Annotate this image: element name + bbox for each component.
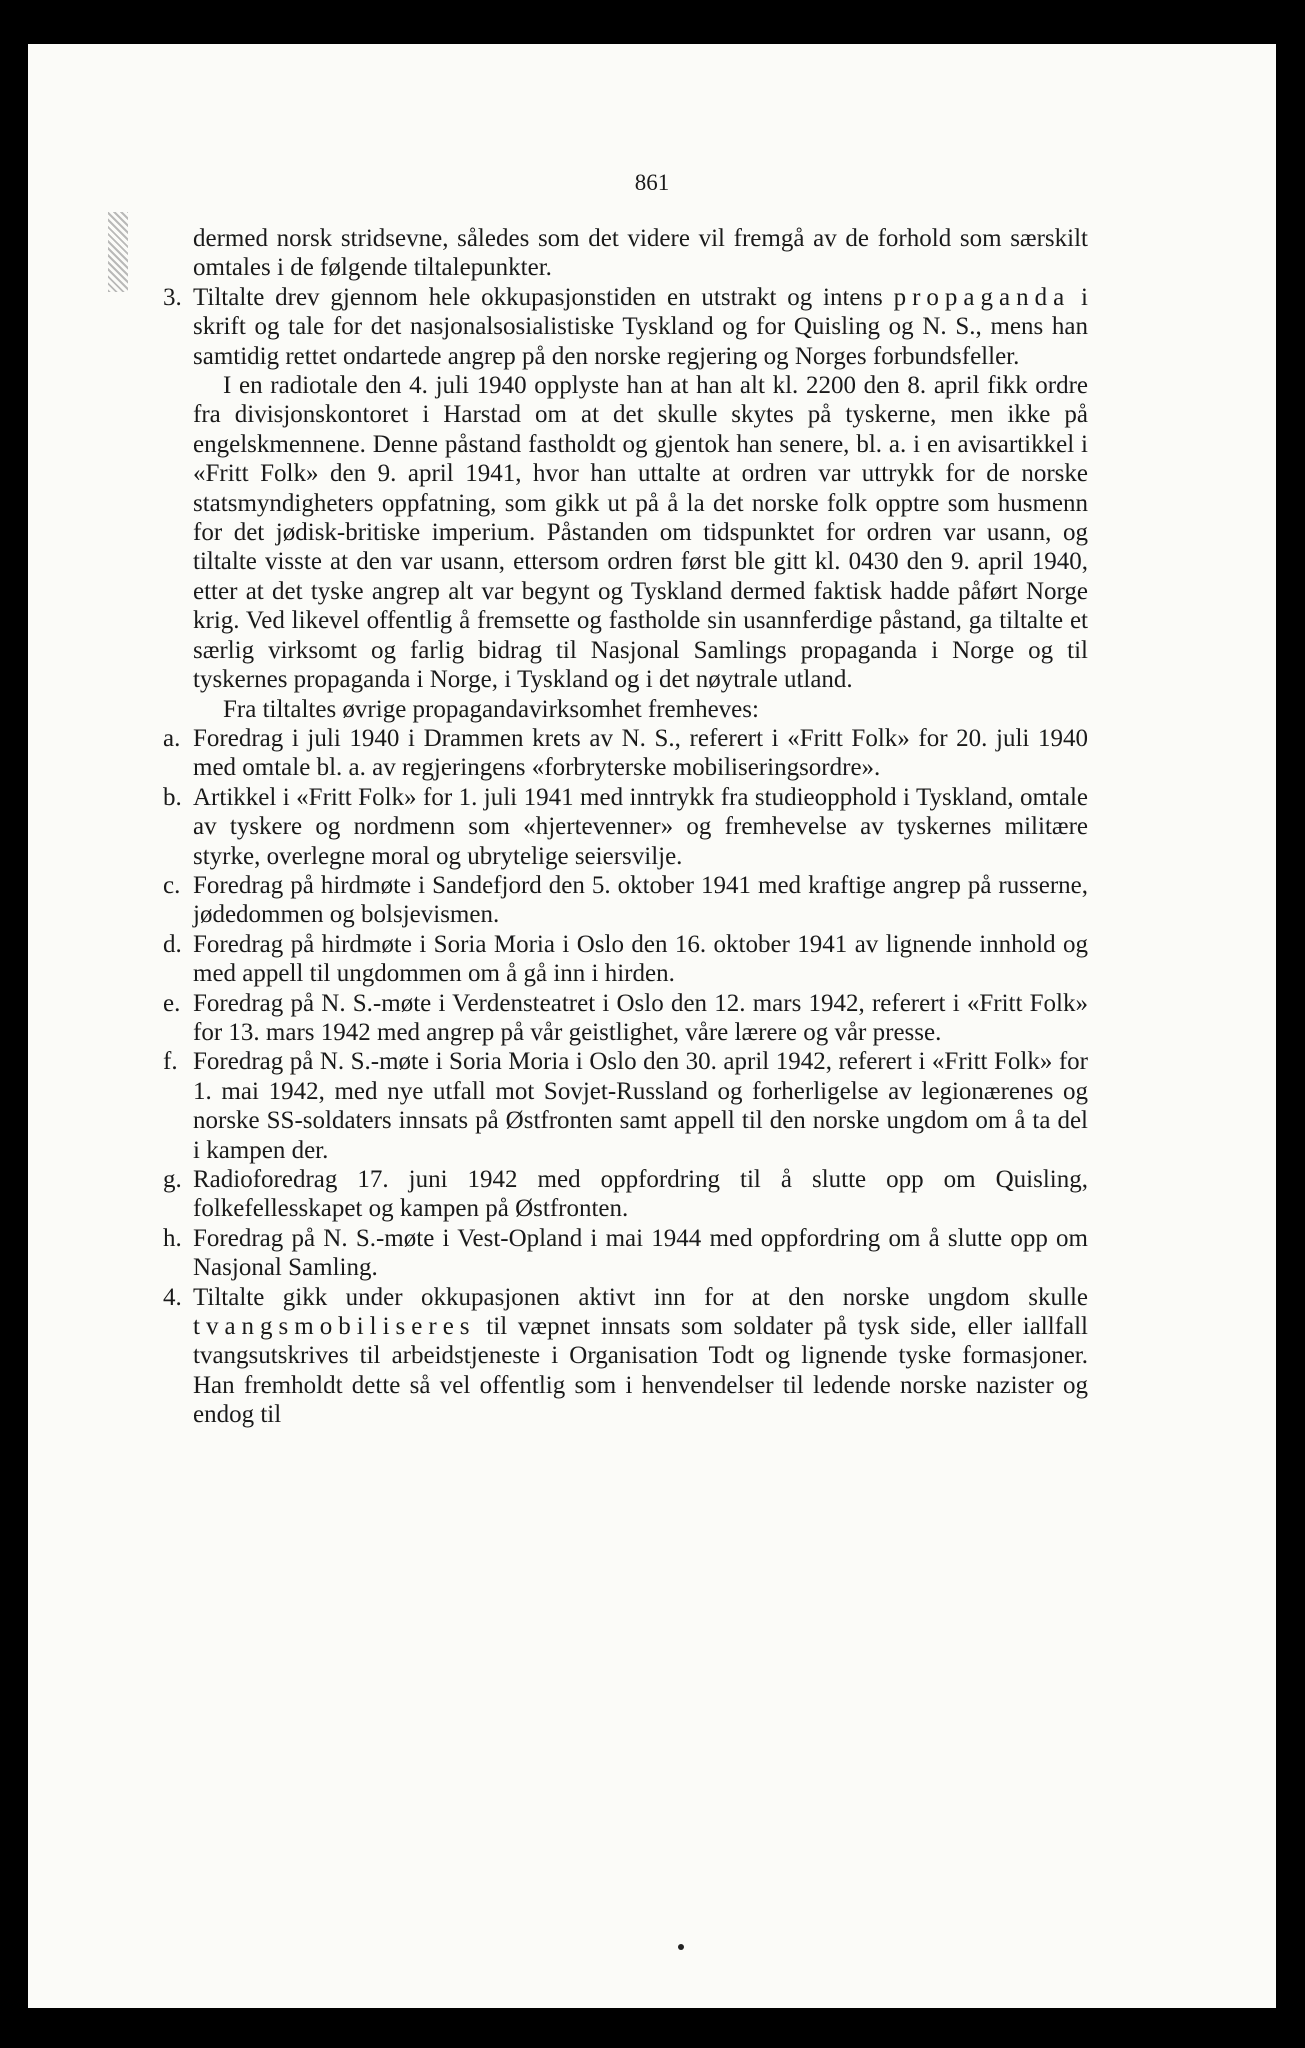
point-4-text-pre: Tiltalte gikk under okkupasjonen aktivt inn for at den norske ungdom skulle (193, 1283, 1088, 1311)
list-marker: b. (163, 783, 182, 811)
intro-paragraph: dermed norsk stridsevne, således som det videre vil fremgå av de forhold som særskilt omtales i de følgende tiltalepunkter. (193, 225, 1088, 282)
point-3-spaced-word: propaganda (893, 283, 1071, 311)
point-3-paragraph (193, 283, 1088, 371)
list-item-a (163, 724, 1088, 783)
point-4-text-post: til væpnet innsats som soldater på tysk side, eller iallfall tvangsutskrives til arbeidstjeneste i Organisation Todt og lignende tyske formasjoner. Han fremholdt dette så vel offentlig som i henvendelser til ledende norske nazister og endog til (193, 1313, 1088, 1429)
point-3-paragraph-3: Fra tiltaltes øvrige propagandavirksomhet fremheves: (223, 695, 759, 723)
point-3-text-pre: Tiltalte drev gjennom hele okkupasjonstiden en utstrakt og intens (193, 283, 894, 311)
list-item-text: Artikkel i «Fritt Folk» for 1. juli 1941 med inntrykk fra studieopphold i Tyskland, omtale av tyskere og nordmenn som «hjertevenner» og fremhevelse av tyskernes militære styrke, overlegne moral og ubrytelige seiersvilje. (193, 783, 1088, 870)
list-item-d (163, 930, 1088, 989)
ink-dot (678, 1944, 684, 1950)
point-4-marker: 4. (163, 1283, 182, 1311)
list-item-e (163, 989, 1088, 1048)
point-3-marker: 3. (163, 283, 182, 311)
document-body (163, 224, 1088, 1430)
list-item-text: Foredrag på hirdmøte i Sandefjord den 5. oktober 1941 med kraftige angrep på russerne, jødedommen og bolsjevismen. (193, 871, 1088, 929)
point-4 (163, 1283, 1088, 1430)
list-marker: e. (163, 989, 181, 1017)
list-item-text: Foredrag på N. S.-møte i Vest-Opland i mai 1944 med oppfordring om å slutte opp om Nasjonal Samling. (193, 1224, 1088, 1282)
list-item-text: Foredrag i juli 1940 i Drammen krets av N. S., referert i «Fritt Folk» for 20. juli 1940 med omtale bl. a. av regjeringens «forbryterske mobiliseringsordre». (193, 724, 1088, 782)
list-item-f (163, 1047, 1088, 1165)
list-item-g (163, 1165, 1088, 1224)
list-item-text: Foredrag på hirdmøte i Soria Moria i Oslo den 16. oktober 1941 av lignende innhold og med appell til ungdommen om å gå inn i hirden. (193, 930, 1088, 988)
point-4-paragraph (193, 1283, 1088, 1430)
list-marker: h. (163, 1224, 182, 1252)
list-item-c (163, 871, 1088, 930)
list-marker: a. (163, 724, 181, 752)
list-item-b (163, 783, 1088, 871)
list-item-text: Radioforedrag 17. juni 1942 med oppfordring til å slutte opp om Quisling, folkefellesskapet og kampen på Østfronten. (193, 1166, 1088, 1223)
point-3 (163, 283, 1088, 724)
point-3-paragraph-2: I en radiotale den 4. juli 1940 opplyste han at han alt kl. 2200 den 8. april fikk ordre fra divisjonskontoret i Harstad om at det skulle skytes på tyskerne, men ikke på engelskmennene. Denne påstand fastholdt og gjentok han senere, bl. a. i en avisartikkel i «Fritt Folk» den 9. april 1941, hvor han uttalte at ordren var uttrykk for de norske statsmyndigheters oppfatning, som gikk ut på å la det norske folk opptre som husmenn for det jødisk-britiske imperium. Påstanden om tidspunktet for ordren var usann, og tiltalte visste at den var usann, ettersom ordren først ble gitt kl. 0430 den 9. april 1940, etter at det tyske angrep alt var begynt og Tyskland dermed faktisk hadde påført Norge krig. Ved likevel offentlig å fremsette og fastholde sin usannferdige påstand, ga tiltalte et særlig virksomt og farlig bidrag til Nasjonal Samlings propaganda i Norge og til tyskernes propaganda i Norge, i Tyskland og i det nøytrale utland. (193, 372, 1088, 694)
list-item-text: Foredrag på N. S.-møte i Verdensteatret i Oslo den 12. mars 1942, referert i «Fritt Folk» for 13. mars 1942 med angrep på vår geistlighet, våre lærere og vår presse. (193, 989, 1088, 1046)
list-item-h (163, 1224, 1088, 1283)
list-item-text: Foredrag på N. S.-møte i Soria Moria i Oslo den 30. april 1942, referert i «Fritt Folk» for 1. mai 1942, med nye utfall mot Sovjet-Russland og forherligelse av legionærenes og norske SS-soldaters innsats på Østfronten samt appell til den norske ungdom om å ta del i kampen der. (193, 1048, 1088, 1164)
document-page (28, 44, 1276, 2008)
page-number: 861 (634, 170, 670, 195)
point-3-text-post: i skrift og tale for det nasjonalsosialistiske Tyskland og for Quisling og N. S., mens han samtidig rettet ondartede angrep på den norske regjering og Norges forbundsfeller. (193, 283, 1088, 370)
point-4-spaced-word: tvangsmobiliseres (193, 1313, 476, 1341)
list-marker: f. (163, 1048, 178, 1076)
list-marker: d. (163, 930, 182, 958)
margin-stain (108, 212, 128, 292)
list-marker: c. (163, 871, 181, 899)
list-marker: g. (163, 1166, 182, 1193)
